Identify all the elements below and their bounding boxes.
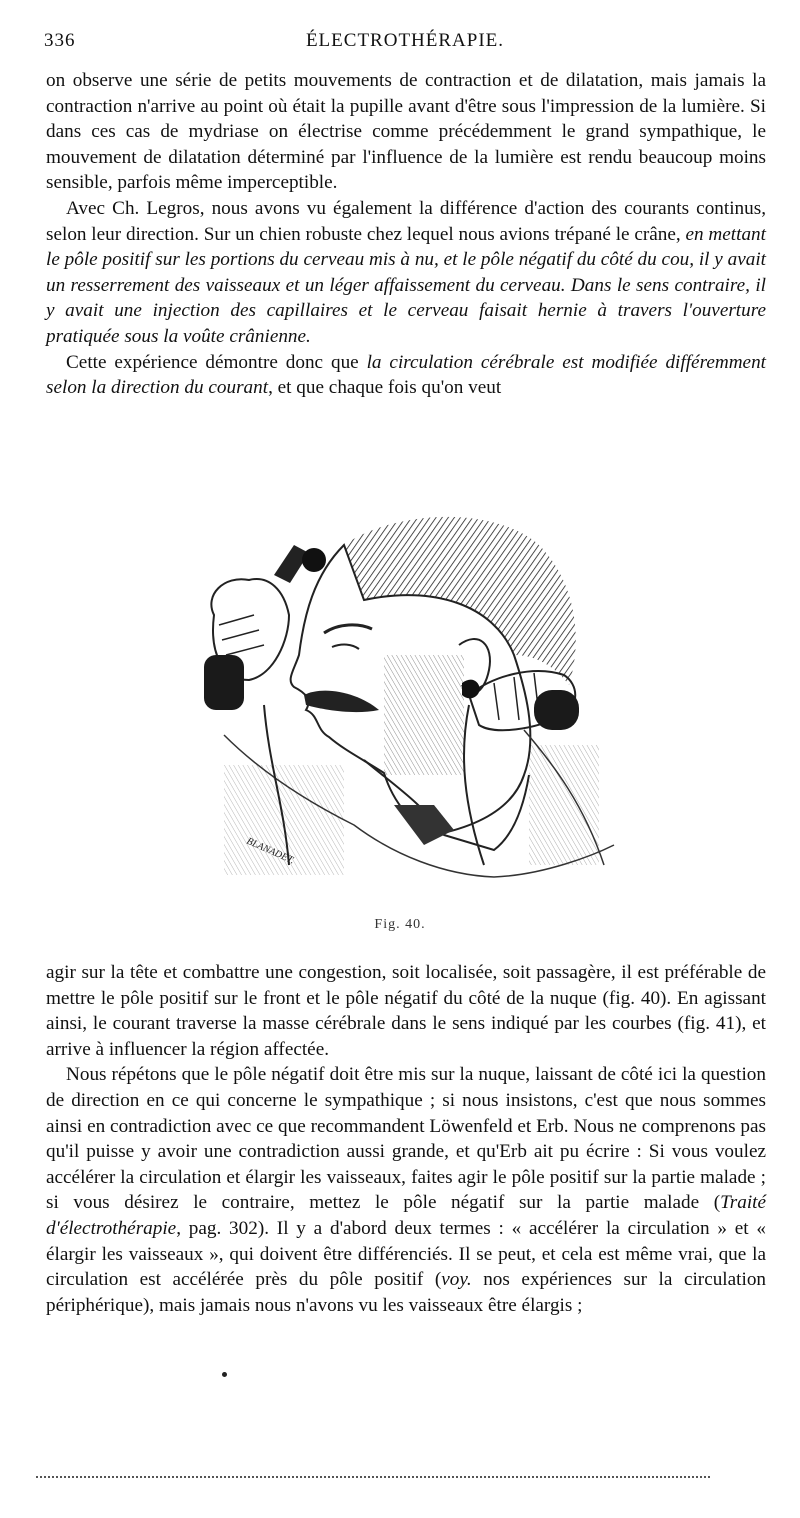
italic-text: en mettant le pôle positif sur les portions du cerveau mis à nu, et le pôle négatif du côté du cou, il y avait un resserrement des vaisseaux et un léger affaissement du cerveau. Dans le sens contraire, il y avait une injection des capillaires et le cerveau faisait hernie à travers l'ouverture pratiquée sous la voûte crânienne.: [46, 223, 766, 347]
engraving-head-electrodes: [194, 505, 624, 895]
paragraph: on observe une série de petits mouvements de contraction et de dilatation, mais jamais la contraction n'arrive au point où était la pupille avant d'être sous l'impression de la lumière. Si dans ces cas de mydriase on électrise comme précédemment le grand sympathique, le mouvement de dilatation déterminé par l'influence de la lumière est rendu beaucoup moins sensible, parfois même imperceptible.: [46, 70, 766, 194]
italic-text: la circulation cérébrale est modifiée différemment selon la direction du courant: [46, 351, 766, 399]
figure-caption: Fig. 40.: [374, 917, 426, 932]
italic-text: voy.: [441, 1269, 472, 1291]
text-run: Cette expérience démontre donc que: [66, 351, 367, 373]
text-run: Nous répétons que le pôle négatif doit être mis sur la nuque, laissant de côté ici la question de direction en ce qui concerne le sympathique ; si nous insistons, c'est que nous sommes ainsi en contradiction avec ce que recommandent Löwenfeld et Erb. Nous ne comprenons pas qu'il puisse y avoir une contradiction aussi grande, et qu'Erb ait pu écrire : Si vous voulez accélérer la circulation et élargir les vaisseaux, faites agir le pôle positif sur la partie malade ; si vous désirez le contraire, mettez le pôle négatif sur la partie malade (: [46, 1064, 766, 1214]
text-run: , et que chaque fois qu'on veut: [268, 377, 502, 399]
text-block-top: [46, 68, 766, 401]
text-run: nos expériences sur la circulation périphérique), mais jamais nous n'avons vu les vaisseaux être élargis ;: [46, 1269, 767, 1316]
paragraph: [46, 196, 766, 350]
footer-dotted-rule: [36, 1476, 710, 1478]
stray-mark: [222, 1372, 227, 1377]
figure-illustration: [194, 505, 624, 895]
running-title: ÉLECTROTHÉRAPIE.: [305, 30, 505, 51]
paragraph: [46, 1062, 766, 1318]
text-run: Avec Ch. Legros, nous avons vu également la différence d'action des courants continus, selon leur direction. Sur un chien robuste chez lequel nous avions trépané le crâne,: [46, 197, 766, 245]
engraver-signature: BLANADET.: [244, 835, 297, 867]
page-number: 336: [44, 30, 76, 51]
text-block-bottom: [46, 960, 766, 1318]
paragraph: agir sur la tête et combattre une congestion, soit localisée, soit passagère, il est préférable de mettre le pôle positif sur le front et le pôle négatif du côté de la nuque (fig. 40). En agissant ainsi, le courant traverse la masse cérébrale dans le sens indiqué par les courbes (fig. 41), et arrive à influencer la région affectée.: [46, 962, 766, 1060]
italic-text: Traité d'électrothérapie: [46, 1192, 766, 1239]
running-header: [44, 30, 766, 60]
text-run: , pag. 302). Il y a d'abord deux termes : « accélérer la circulation » et « élargir les vaisseaux », qui doivent être différenciés. Il se peut, et cela est même vrai, que la circulation est accélérée près du pôle positif (: [46, 1217, 766, 1291]
paragraph: [46, 350, 766, 401]
